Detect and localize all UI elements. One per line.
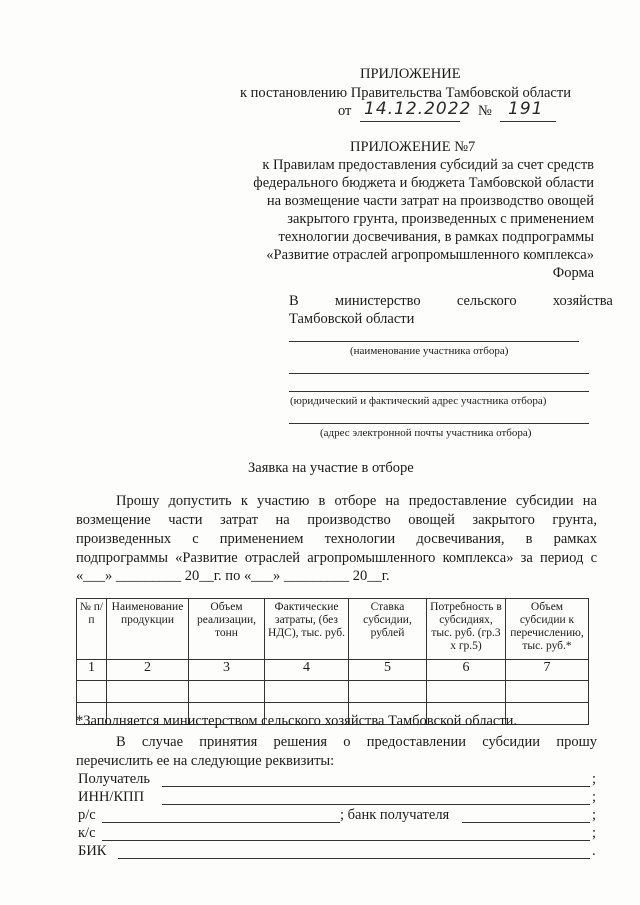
ks-input-line[interactable]: [102, 840, 590, 841]
inn-field: [78, 789, 600, 807]
caption-participant-name: (наименование участника отбора): [350, 345, 509, 357]
table-cell: 4: [265, 660, 349, 681]
application-title: Заявка на участие в отборе: [248, 460, 414, 476]
inn-input-line[interactable]: [162, 804, 590, 805]
appendix7-line-3: на возмещение части затрат на производство овощей: [266, 193, 594, 209]
number-underline: [500, 121, 556, 122]
table-header-cell: Фактические затраты, (без НДС), тыс. руб.: [265, 599, 349, 660]
recipient-semicolon: ;: [592, 771, 597, 787]
table-cell[interactable]: [107, 681, 189, 703]
addressee-line-1: В министерство сельского хозяйства: [289, 293, 613, 309]
decision-line-1: В случае принятия решения о предоставлении субсидии прошу: [116, 734, 597, 750]
table-cell[interactable]: [77, 681, 107, 703]
table-cell: 6: [427, 660, 506, 681]
address-line-1: [289, 373, 589, 374]
appendix7-line-1: к Правилам предоставления субсидий за счет средств: [262, 157, 594, 173]
account-field: [78, 807, 600, 825]
table-header-row: [77, 599, 589, 660]
period-line: «___» _________ 20__г. по «___» _________ 20__г.: [76, 568, 390, 584]
bik-field: [78, 843, 600, 861]
caption-email: (адрес электронной почты участника отбора): [320, 427, 532, 439]
table-header-cell: № п/п: [77, 599, 107, 660]
table-header-cell: Объем субсидии к перечислению, тыс. руб.*: [506, 599, 589, 660]
date-underline: [360, 121, 460, 122]
ks-semicolon: ;: [592, 825, 597, 841]
appendix7-title: ПРИЛОЖЕНИЕ №7: [350, 139, 476, 155]
table-cell[interactable]: [349, 681, 427, 703]
recipient-input-line[interactable]: [162, 786, 590, 787]
paragraph-line-3: произведенных с применением технологии досвечивания, в рамках: [76, 531, 597, 547]
table-cell: 1: [77, 660, 107, 681]
table-cell[interactable]: [506, 703, 589, 725]
date-handwritten: 14.12.2022: [364, 99, 472, 119]
appendix7-line-6: «Развитие отраслей агропромышленного комплекса»: [266, 247, 594, 263]
table-cell: 7: [506, 660, 589, 681]
rs-input-line[interactable]: [102, 822, 340, 823]
appendix-line: к постановлению Правительства Тамбовской области: [240, 85, 571, 101]
table-row: [77, 681, 589, 703]
appendix7-line-2: федерального бюджета и бюджета Тамбовской области: [253, 175, 594, 191]
form-label: Форма: [552, 265, 594, 281]
address-line-2: [289, 391, 589, 392]
subsidy-table: [76, 598, 589, 725]
recipient-field: [78, 771, 600, 789]
paragraph-line-1: Прошу допустить к участию в отборе на предоставление субсидии на: [116, 493, 597, 509]
table-cell: 5: [349, 660, 427, 681]
table-cell[interactable]: [189, 681, 265, 703]
ks-field: [78, 825, 600, 843]
inn-semicolon: ;: [592, 789, 597, 805]
table-header-cell: Наименование продукции: [107, 599, 189, 660]
table-header-cell: Объем реализации, тонн: [189, 599, 265, 660]
paragraph-line-4: подпрограммы «Развитие отраслей агропромышленного комплекса» за период с: [76, 550, 597, 566]
bank-input-line[interactable]: [462, 822, 590, 823]
appendix-title: ПРИЛОЖЕНИЕ: [360, 66, 461, 82]
number-handwritten: 191: [508, 99, 544, 119]
bank-semicolon: ;: [592, 807, 597, 823]
ks-label: к/с: [78, 825, 96, 841]
bank-label: ; банк получателя: [340, 807, 450, 823]
paragraph-line-2: возмещение части затрат на производство овощей закрытого грунта,: [76, 512, 597, 528]
table-cell[interactable]: [427, 681, 506, 703]
participant-name-line: [289, 341, 579, 342]
date-prefix: от: [338, 103, 352, 119]
table-cell[interactable]: [506, 681, 589, 703]
table-number-row: [77, 660, 589, 681]
appendix7-line-4: закрытого грунта, произведенных с применением: [287, 211, 594, 227]
email-line: [289, 423, 589, 424]
inn-label: ИНН/КПП: [78, 789, 145, 805]
table-cell: 3: [189, 660, 265, 681]
decision-line-2: перечислить ее на следующие реквизиты:: [76, 753, 335, 769]
table-header-cell: Потребность в субсидиях, тыс. руб. (гр.3 х гр.5): [427, 599, 506, 660]
table-cell[interactable]: [265, 681, 349, 703]
table-header-cell: Ставка субсидии, рублей: [349, 599, 427, 660]
bik-input-line[interactable]: [118, 858, 590, 859]
rs-label: р/с: [78, 807, 96, 823]
footnote: *Заполняется министерством сельского хозяйства Тамбовской области.: [76, 713, 518, 729]
appendix7-line-5: технологии досвечивания, в рамках подпрограммы: [278, 229, 594, 245]
bik-label: БИК: [78, 843, 107, 859]
caption-address: (юридический и фактический адрес участника отбора): [290, 395, 547, 407]
recipient-label: Получатель: [78, 771, 150, 787]
table-cell: 2: [107, 660, 189, 681]
addressee-line-2: Тамбовской области: [289, 311, 415, 327]
number-prefix: №: [478, 103, 492, 119]
bik-period: .: [592, 843, 596, 859]
